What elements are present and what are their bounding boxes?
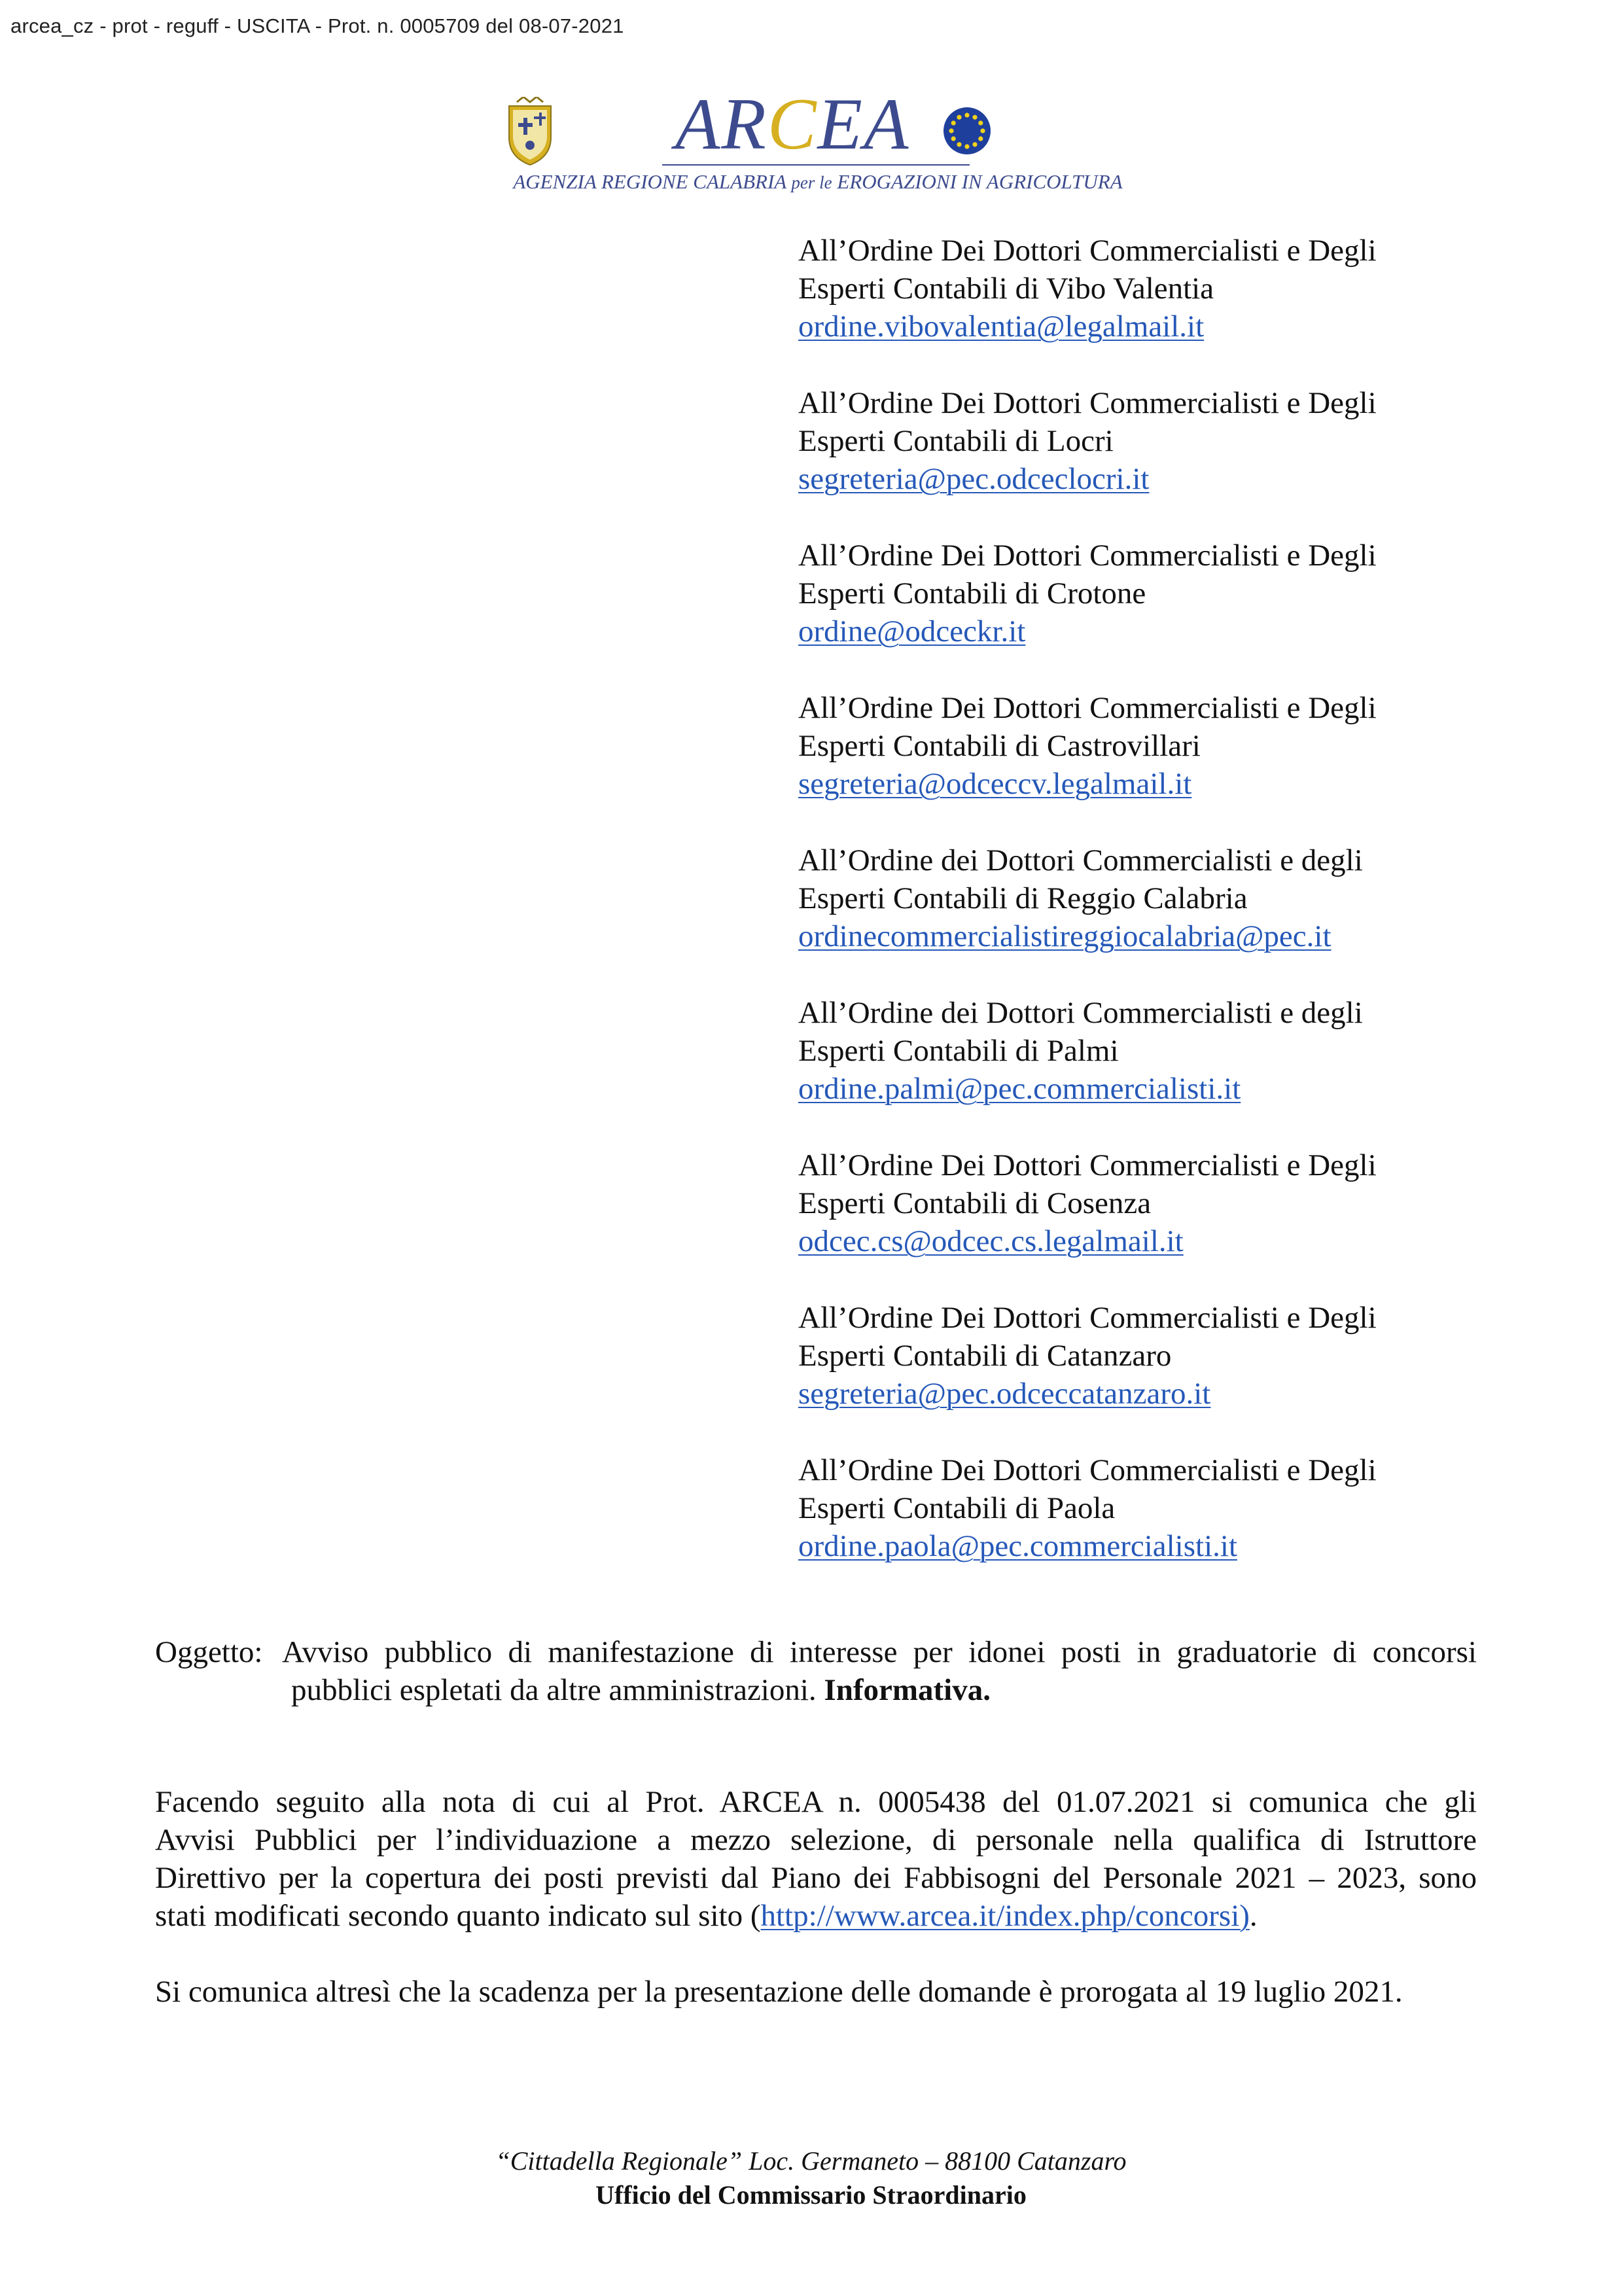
subject-label: Oggetto: — [155, 1635, 263, 1669]
recipient-name: Esperti Contabili di Locri — [798, 424, 1114, 458]
recipient-email-link[interactable]: ordine.palmi@pec.commercialisti.it — [798, 1072, 1241, 1106]
body-paragraph: Facendo seguito alla nota di cui al Prot. ARCEA n. 0005438 del 01.07.2021 si comunica che gli Avvisi Pubblici per l’individuazione a mezzo selezione, di personale nella qualifica di Istruttore Direttivo per la copertura dei posti previsti dal Piano dei Fabbisogni del Personale 2021 – 2023, sono stati modificati secondo quanto indicato sul sito (http://www.arcea.it/index.php/concorsi). — [155, 1785, 1477, 1933]
recipient-email-link[interactable]: ordine.vibovalentia@legalmail.it — [798, 309, 1205, 344]
logo-wordmark: ARCEA — [675, 84, 910, 165]
recipient-email-link[interactable]: ordine@odceckr.it — [798, 614, 1026, 648]
recipient-name: All’Ordine Dei Dottori Commercialisti e Degli — [798, 1148, 1377, 1182]
recipient-name: Esperti Contabili di Vibo Valentia — [798, 272, 1214, 306]
recipient-vibo-valentia — [798, 232, 1544, 345]
letter-body — [155, 1783, 1477, 2049]
recipient-name: Esperti Contabili di Palmi — [798, 1034, 1119, 1068]
logo-subtitle: AGENZIA REGIONE CALABRIA per le EROGAZIONI IN AGRICOLTURA — [513, 170, 1123, 193]
region-coat-of-arms-icon — [504, 97, 674, 169]
recipient-locri — [798, 384, 1544, 498]
recipient-name: All’Ordine Dei Dottori Commercialisti e Degli — [798, 234, 1377, 268]
footer-office: Ufficio del Commissario Straordinario — [595, 2180, 1027, 2210]
recipient-name: All’Ordine Dei Dottori Commercialisti e Degli — [798, 539, 1377, 573]
recipient-castrovillari — [798, 689, 1544, 803]
concorsi-link[interactable]: http://www.arcea.it/index.php/concorsi) — [760, 1899, 1250, 1933]
recipient-name: All’Ordine dei Dottori Commercialisti e degli — [798, 843, 1363, 877]
recipient-email-link[interactable]: ordine.paola@pec.commercialisti.it — [798, 1529, 1238, 1563]
recipient-email-link[interactable]: odcec.cs@odcec.cs.legalmail.it — [798, 1224, 1184, 1258]
footer-address: “Cittadella Regionale” Loc. Germaneto – 88100 Catanzaro — [495, 2146, 1127, 2176]
recipient-name: Esperti Contabili di Catanzaro — [798, 1339, 1172, 1373]
recipient-email-link[interactable]: ordinecommercialistireggiocalabria@pec.it — [798, 919, 1331, 953]
recipient-catanzaro — [798, 1299, 1544, 1413]
arcea-logo — [504, 84, 1132, 195]
logo-divider — [662, 164, 970, 166]
footer — [0, 2144, 1622, 2212]
recipient-palmi — [798, 994, 1544, 1108]
recipient-name: Esperti Contabili di Paola — [798, 1491, 1116, 1525]
recipient-email-link[interactable]: segreteria@odceccv.legalmail.it — [798, 767, 1192, 801]
recipient-name: All’Ordine dei Dottori Commercialisti e degli — [798, 996, 1363, 1030]
recipient-name: All’Ordine Dei Dottori Commercialisti e Degli — [798, 1453, 1377, 1487]
recipient-name: Esperti Contabili di Castrovillari — [798, 729, 1201, 763]
recipient-name: All’Ordine Dei Dottori Commercialisti e Degli — [798, 1301, 1377, 1335]
recipient-email-link[interactable]: segreteria@pec.odceclocri.it — [798, 462, 1150, 496]
recipient-reggio-calabria — [798, 841, 1544, 955]
recipient-name: All’Ordine Dei Dottori Commercialisti e Degli — [798, 386, 1377, 420]
subject-line: pubblici espletati da altre amministrazioni. Informativa. — [291, 1673, 991, 1707]
recipient-crotone — [798, 537, 1544, 650]
body-paragraph: Si comunica altresì che la scadenza per la presentazione delle domande è prorogata al 19 luglio 2021. — [155, 1975, 1403, 2009]
recipient-email-link[interactable]: segreteria@pec.odceccatanzaro.it — [798, 1377, 1211, 1411]
recipient-paola — [798, 1451, 1544, 1565]
subject-block — [155, 1633, 1477, 1709]
subject-emphasis: Informativa. — [824, 1673, 991, 1707]
protocol-stamp: arcea_cz - prot - reguff - USCITA - Prot. n. 0005709 del 08-07-2021 — [10, 14, 624, 37]
subject-line: Avviso pubblico di manifestazione di interesse per idonei posti in graduatorie di concorsi — [282, 1635, 1477, 1669]
recipients-block — [798, 232, 1544, 1604]
recipient-name: Esperti Contabili di Reggio Calabria — [798, 881, 1248, 915]
recipient-name: Esperti Contabili di Crotone — [798, 576, 1146, 610]
recipient-name: Esperti Contabili di Cosenza — [798, 1186, 1152, 1220]
recipient-cosenza — [798, 1146, 1544, 1260]
recipient-name: All’Ordine Dei Dottori Commercialisti e Degli — [798, 691, 1377, 725]
eu-flag-icon — [941, 105, 993, 157]
